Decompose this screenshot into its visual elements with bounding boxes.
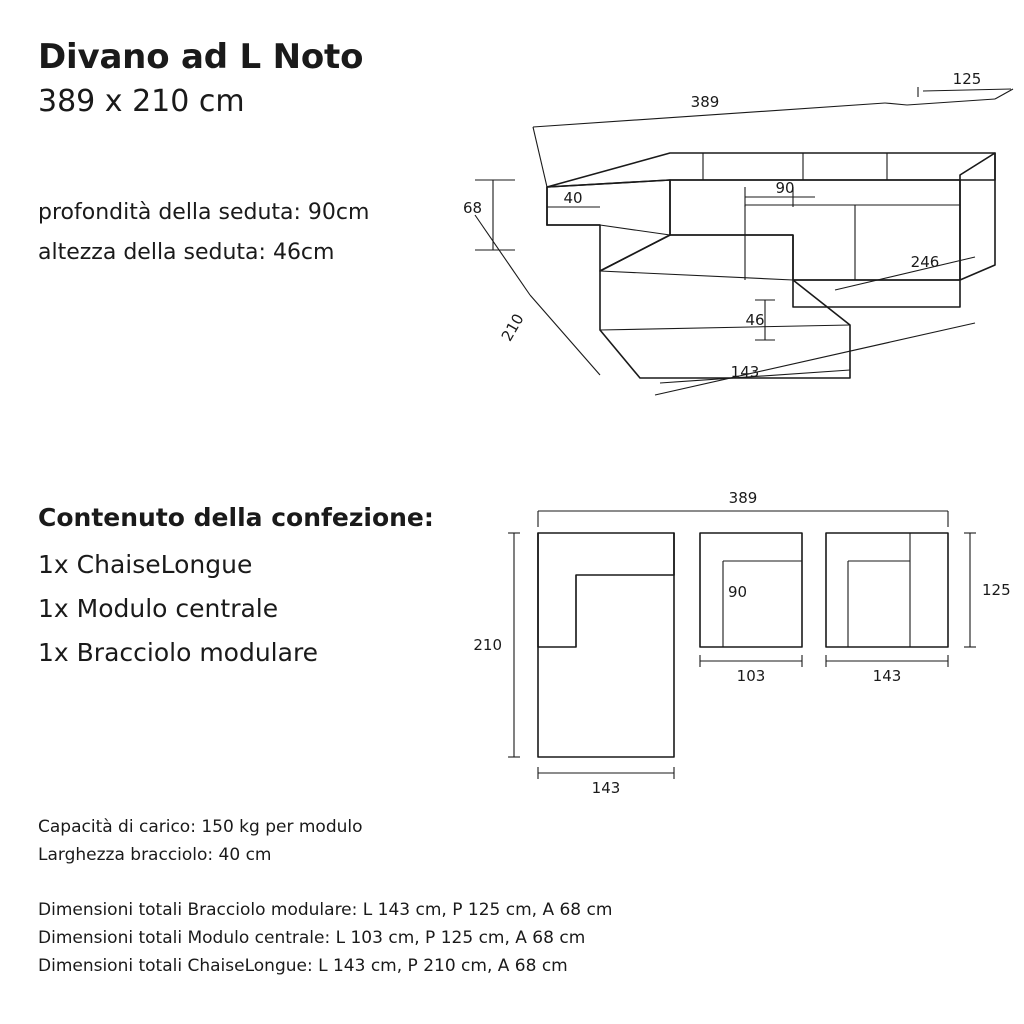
sofa-left-arm-inner-edge (600, 225, 670, 235)
footnote-armrest-width: Larghezza bracciolo: 40 cm (38, 845, 272, 865)
dim-label-46: 46 (745, 311, 765, 329)
footnote-load-capacity: Capacità di carico: 150 kg per modulo (38, 817, 363, 837)
chaise-plan-outline (538, 533, 674, 757)
chaise-plan-outline-top (538, 533, 674, 647)
armrest-module-plan (826, 533, 948, 647)
dim-ext-125 (995, 89, 1013, 99)
footnote-total-center: Dimensioni totali Modulo centrale: L 103 cm, P 125 cm, A 68 cm (38, 928, 586, 948)
dim-line-246 (835, 257, 975, 290)
dim-label-210: 210 (497, 310, 528, 345)
dim-label-389-top: 389 (690, 93, 720, 111)
package-item: 1x Bracciolo modulare (38, 638, 319, 667)
dim-guide-bottom (655, 323, 975, 395)
dim-label-plan-103: 103 (736, 667, 766, 685)
dim-line-210 (530, 295, 600, 375)
dim-line-125 (923, 89, 1011, 91)
dim-label-plan-389: 389 (728, 489, 758, 507)
package-contents-heading: Contenuto della confezione: (38, 503, 434, 532)
sofa-right-arm-edge (960, 153, 995, 175)
chaise-seat-back-edge (600, 271, 793, 280)
chaise-seat-front-edge (600, 325, 850, 330)
page-subtitle-dimensions: 389 x 210 cm (38, 84, 245, 119)
dim-label-90: 90 (775, 179, 795, 197)
dim-ext-389-left (533, 127, 547, 187)
center-module-plan (700, 533, 802, 647)
dim-label-246: 246 (910, 253, 940, 271)
dim-line-389-cont (907, 99, 995, 105)
dim-label-40: 40 (563, 189, 583, 207)
spec-seat-height: altezza della seduta: 46cm (38, 240, 335, 265)
dim-label-125-top: 125 (952, 70, 982, 88)
page-title: Divano ad L Noto (38, 37, 364, 77)
spec-seat-depth: profondità della seduta: 90cm (38, 200, 370, 225)
dim-ext-210-a (475, 215, 530, 295)
footnote-total-armrest: Dimensioni totali Bracciolo modulare: L 143 cm, P 125 cm, A 68 cm (38, 900, 613, 920)
sofa-back-top (547, 153, 995, 187)
package-item: 1x Modulo centrale (38, 594, 279, 623)
perspective-sofa-drawing (455, 70, 1015, 435)
dim-label-plan-125: 125 (982, 581, 1011, 599)
dim-label-plan-90: 90 (728, 583, 748, 601)
dim-label-68: 68 (463, 199, 483, 217)
sofa-front-face-right (793, 280, 960, 307)
dim-label-143: 143 (730, 363, 760, 381)
dim-label-plan-143-arm: 143 (872, 667, 902, 685)
plan-view-drawing (473, 485, 1018, 797)
package-item: 1x ChaiseLongue (38, 550, 253, 579)
dim-label-plan-210: 210 (473, 636, 502, 654)
footnote-total-chaise: Dimensioni totali ChaiseLongue: L 143 cm, P 210 cm, A 68 cm (38, 956, 568, 976)
dim-ext-389-right-a (885, 103, 907, 105)
dim-label-plan-143-chaise: 143 (591, 779, 621, 797)
